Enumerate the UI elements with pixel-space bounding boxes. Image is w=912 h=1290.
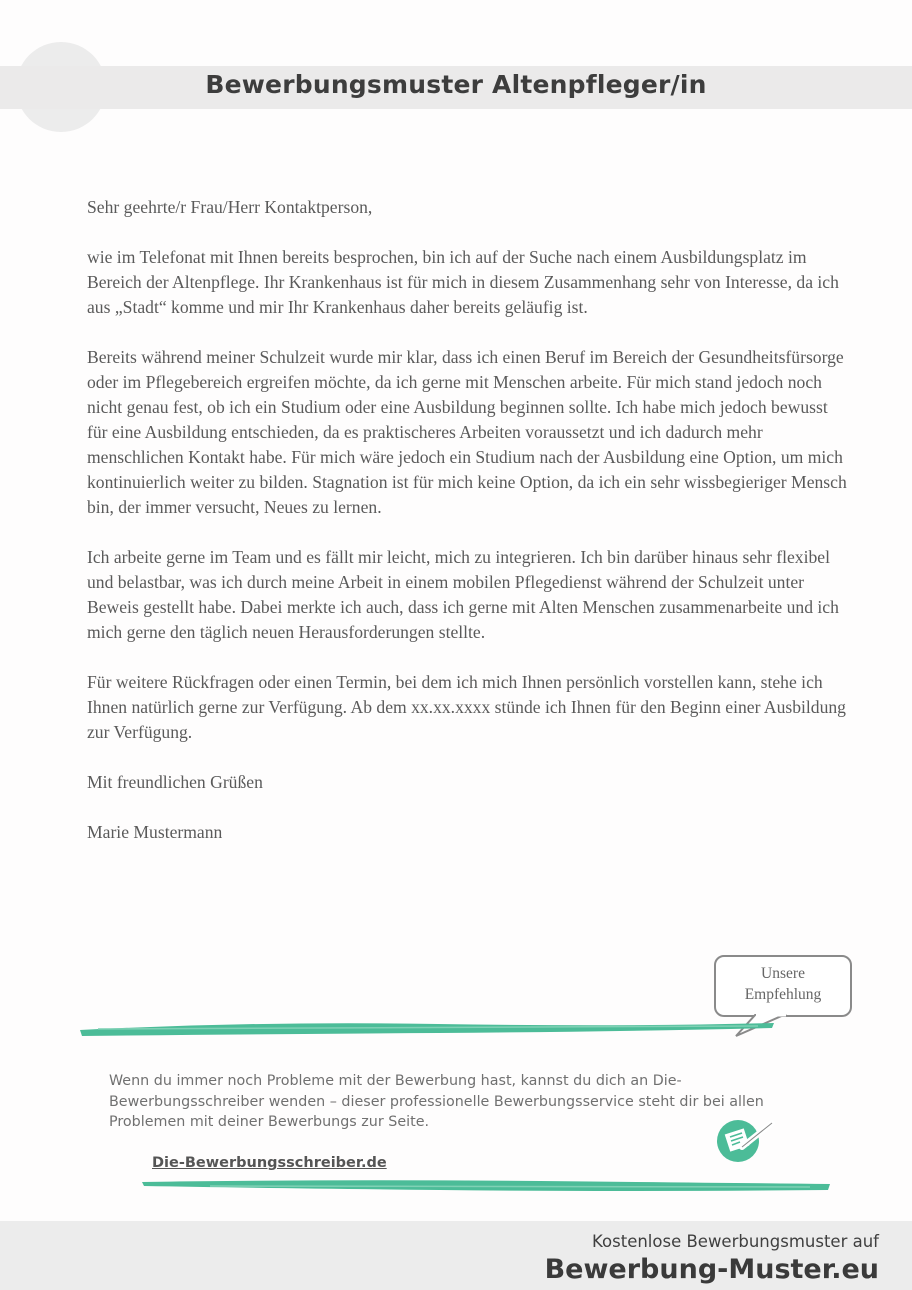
green-brush-stroke-top	[78, 1018, 778, 1040]
green-brush-stroke-bottom	[140, 1176, 832, 1196]
pen-paper-icon	[714, 1117, 776, 1163]
letter-paragraph: Bereits während meiner Schulzeit wurde mir klar, dass ich einen Beruf im Bereich der Gesundheitsfürsorge oder im Pflegebereich ergreifen möchte, da ich gerne mit Menschen arbeite. Für mich stand jedoch noch nicht genau fest, ob ich ein Studium oder eine Ausbildung beginnen sollte. Ich habe mich jedoch bewusst für eine Ausbildung entschieden, da es praktischeres Arbeiten voraussetzt und ich dadurch mehr menschlichen Kontakt habe. Für mich wäre jedoch ein Studium nach der Ausbildung eine Option, um mich kontinuierlich weiter zu bilden. Stagnation ist für mich keine Option, da ich ein sehr wissbegieriger Mensch bin, der immer versucht, Neues zu lernen.	[87, 347, 847, 517]
footer-tagline: Kostenlose Bewerbungsmuster auf	[592, 1232, 879, 1251]
letter-signature: Marie Mustermann	[87, 822, 223, 842]
letter-paragraph: Ich arbeite gerne im Team und es fällt mir leicht, mich zu integrieren. Ich bin darüber hinaus sehr flexibel und belastbar, was ich durch meine Arbeit in einem mobilen Pflegedienst während der Schulzeit unter Beweis gestellt habe. Dabei merkte ich auch, dass ich gerne mit Alten Menschen zusammenarbeite und ich mich gerne den täglich neuen Herausforderungen stellte.	[87, 547, 839, 642]
letter-closing: Mit freundlichen Grüßen	[87, 772, 263, 792]
recommendation-line2: Empfehlung	[744, 986, 822, 1003]
recommendation-bubble	[714, 955, 852, 1017]
recommendation-text: Wenn du immer noch Probleme mit der Bewerbung hast, kannst du dich an Die-Bewerbungsschreiber wenden – dieser professionelle Bewerbungsservice steht dir bei allen Problemen mit deiner Bewerbungs zur Seite.	[109, 1073, 764, 1130]
bewerbungsschreiber-link[interactable]: Die-Bewerbungsschreiber.de	[152, 1155, 387, 1171]
recommendation-line1: Unsere	[761, 965, 805, 982]
letter-body	[87, 195, 847, 870]
footer-brand[interactable]: Bewerbung-Muster.eu	[544, 1254, 879, 1285]
letter-paragraph: Für weitere Rückfragen oder einen Termin, bei dem ich mich Ihnen persönlich vorstellen kann, stehe ich Ihnen natürlich gerne zur Verfügung. Ab dem xx.xx.xxxx stünde ich Ihnen für den Beginn einer Ausbildung zur Verfügung.	[87, 672, 846, 742]
page-title: Bewerbungsmuster Altenpfleger/in	[205, 70, 707, 99]
letter-paragraph: wie im Telefonat mit Ihnen bereits besprochen, bin ich auf der Suche nach einem Ausbildungsplatz im Bereich der Altenpflege. Ihr Krankenhaus ist für mich in diesem Zusammenhang sehr von Interesse, da ich aus „Stadt“ komme und mir Ihr Krankenhaus daher bereits geläufig ist.	[87, 247, 839, 317]
letter-salutation: Sehr geehrte/r Frau/Herr Kontaktperson,	[87, 197, 373, 217]
